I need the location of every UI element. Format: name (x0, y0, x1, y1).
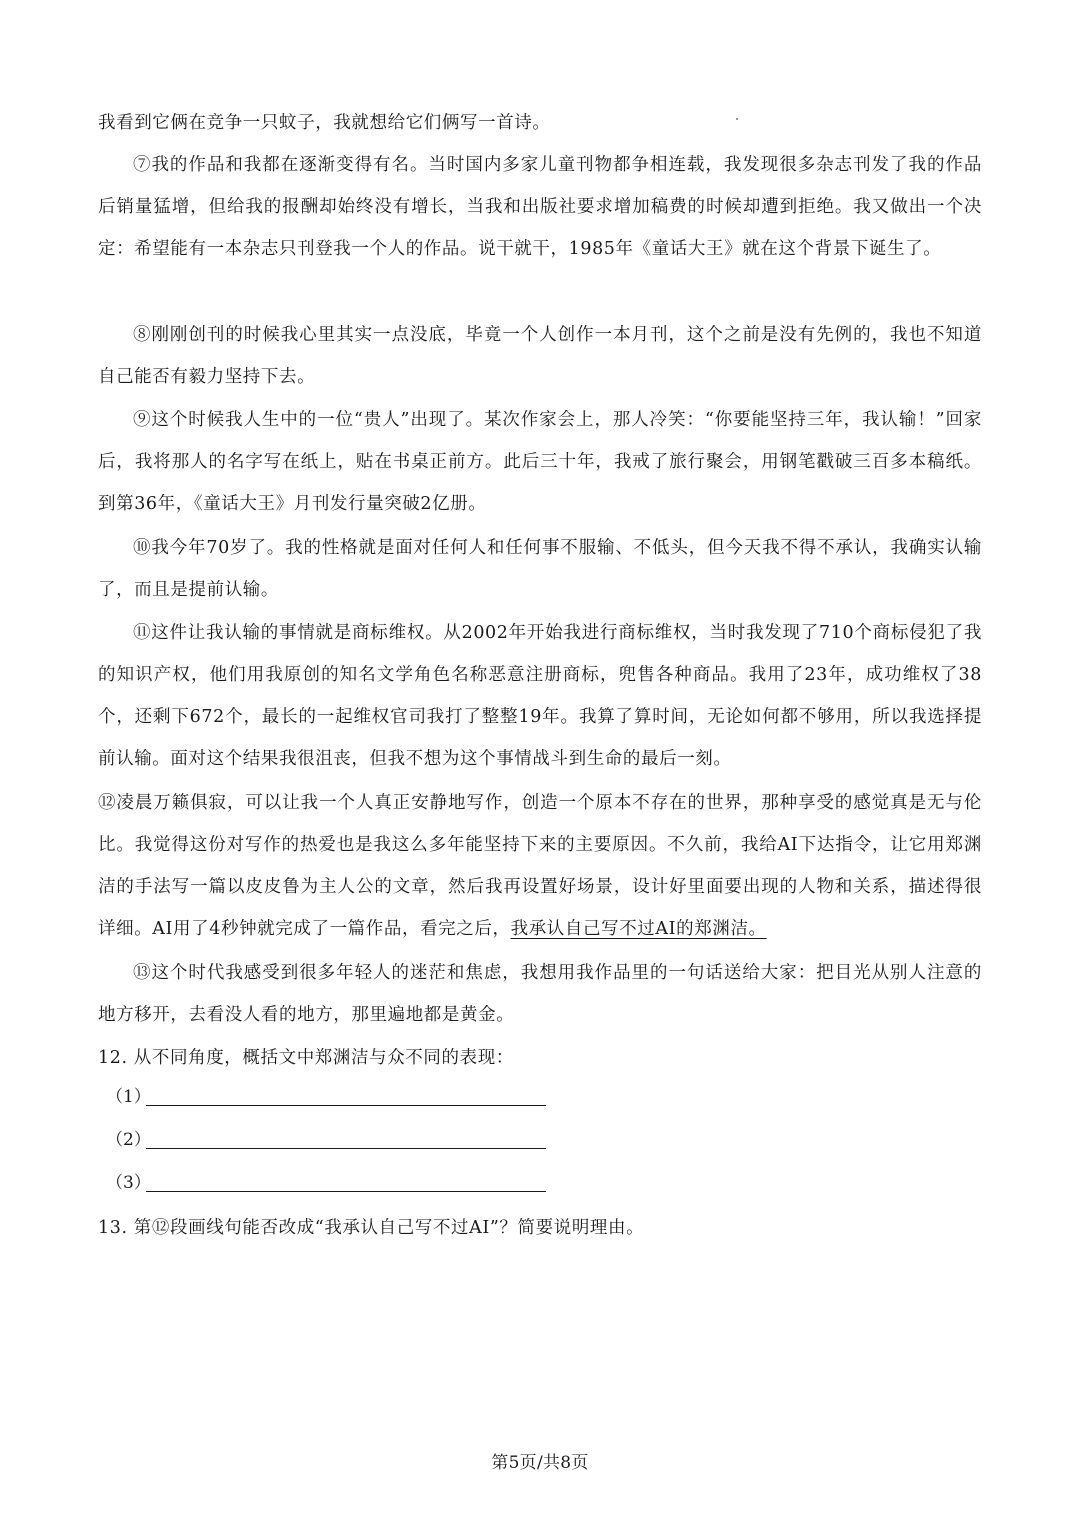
underlined-sentence: 我承认自己写不过AI的郑渊洁。 (510, 919, 767, 939)
answer-row-1 (106, 1082, 546, 1112)
answer-label-1: （1） (106, 1087, 151, 1107)
paragraph-13: ⑬这个时代我感受到很多年轻人的迷茫和焦虑，我想用我作品里的一句话送给大家：把目光从别人注意的地方移开，去看没人看的地方，那里遍地都是黄金。 (98, 963, 982, 1025)
paragraph-10: ⑩我今年70岁了。我的性格就是面对任何人和任何事不服输、不低头，但今天我不得不承认，我确实认输了，而且是提前认输。 (98, 538, 982, 600)
continued-line: 我看到它俩在竞争一只蚊子，我就想给它们俩写一首诗。 (98, 113, 551, 133)
answer-label-3: （3） (106, 1173, 151, 1193)
answer-blank-1[interactable] (146, 1083, 546, 1106)
question-13: 13. 第⑫段画线句能否改成“我承认自己写不过AI”？简要说明理由。 (98, 1218, 645, 1238)
paragraph-11: ⑪这件让我认输的事情就是商标维权。从2002年开始我进行商标维权，当时我发现了710个商标侵犯了我的知识产权，他们用我原创的知名文学角色名称恶意注册商标，兜售各种商品。我用了23年，成功维权了38个，还剩下672个，最长的一起维权官司我打了整整19年。我算了算时间，无论如何都不够用，所以我选择提前认输。面对这个结果我很沮丧，但我不想为这个事情战斗到生命的最后一刻。 (98, 623, 982, 769)
paragraph-8: ⑧刚刚创刊的时候我心里其实一点没底，毕竟一个人创作一本月刊，这个之前是没有先例的，我也不知道自己能否有毅力坚持下去。 (98, 325, 982, 387)
paragraph-12-text: ⑫凌晨万籁俱寂，可以让我一个人真正安静地写作，创造一个原本不存在的世界，那种享受的感觉真是无与伦比。我觉得这份对写作的热爱也是我这么多年能坚持下来的主要原因。不久前，我给AI下达指令，让它用郑渊洁的手法写一篇以皮皮鲁为主人公的文章，然后我再设置好场景，设计好里面要出现的人物和关系，描述得很详细。AI用了4秒钟就完成了一篇作品，看完之后， (98, 793, 982, 939)
answer-row-2 (106, 1125, 546, 1155)
paragraph-7: ⑦我的作品和我都在逐渐变得有名。当时国内多家儿童刊物都争相连载，我发现很多杂志刊发了我的作品后销量猛增，但给我的报酬却始终没有增长，当我和出版社要求增加稿费的时候却遭到拒绝。我又做出一个决定：希望能有一本杂志只刊登我一个人的作品。说干就干，1985年《童话大王》就在这个背景下诞生了。 (98, 155, 982, 259)
answer-blank-3[interactable] (146, 1169, 546, 1192)
paragraph-9: ⑨这个时候我人生中的一位“贵人”出现了。某次作家会上，那人冷笑：“你要能坚持三年，我认输！”回家后，我将那人的名字写在纸上，贴在书桌正前方。此后三十年，我戒了旅行聚会，用钢笔戳破三百多本稿纸。到第36年，《童话大王》月刊发行量突破2亿册。 (98, 410, 982, 514)
question-12: 12. 从不同角度，概括文中郑渊洁与众不同的表现： (98, 1048, 514, 1068)
answer-label-2: （2） (106, 1130, 151, 1150)
answer-row-3 (106, 1168, 546, 1198)
page-footer: 第5页/共8页 (491, 1453, 589, 1473)
paragraph-12 (98, 782, 982, 950)
answer-blank-2[interactable] (146, 1126, 546, 1149)
